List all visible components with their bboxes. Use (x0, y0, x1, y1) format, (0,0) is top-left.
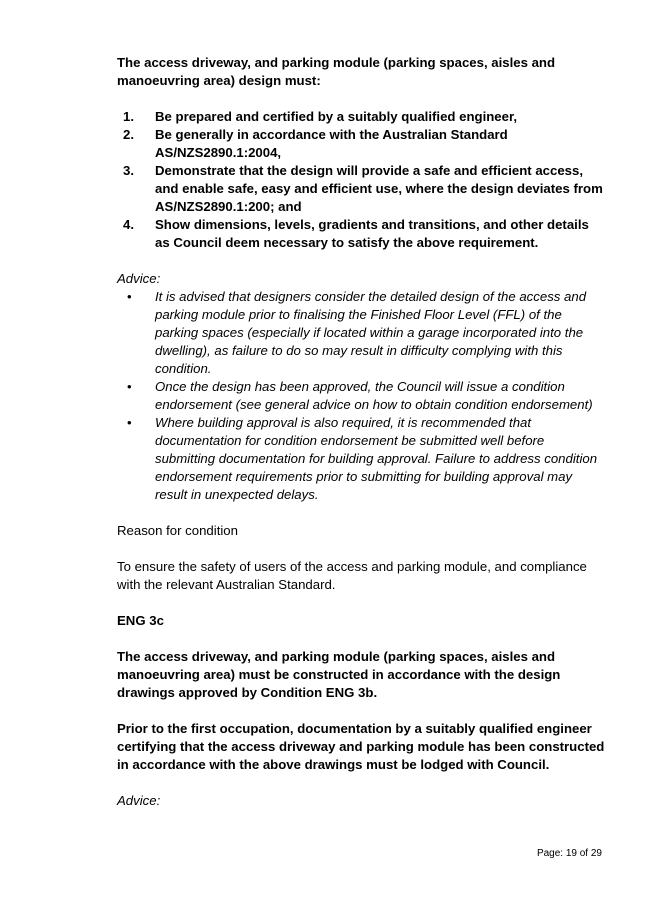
list-number: 1. (123, 109, 134, 124)
reason-text: To ensure the safety of users of the access and parking module, and compliance with the relevant Australian Standard. (117, 559, 587, 592)
advice-text: Once the design has been approved, the Council will issue a condition endorsement (see general advice on how to obtain condition endorsement) (155, 379, 593, 412)
advice-text: Where building approval is also required, it is recommended that documentation for condition endorsement be submitted well before submitting documentation for building approval. Failure to address condition endorsement requirements prior to submitting for building approval may result in unexpected delays. (155, 415, 598, 502)
document-page (117, 54, 607, 810)
reason-heading: Reason for condition (117, 523, 238, 538)
list-item (117, 162, 607, 216)
list-item (117, 378, 607, 414)
list-item (117, 108, 607, 126)
section-heading: ENG 3c (117, 613, 164, 628)
list-text: Demonstrate that the design will provide a safe and efficient access, and enable safe, easy and efficient use, where the design deviates from AS/NZS2890.1:200; and (155, 163, 603, 214)
design-intro: The access driveway, and parking module (parking spaces, aisles and manoeuvring area) design must: (117, 55, 556, 88)
page-number: Page: 19 of 29 (536, 848, 602, 859)
bullet-icon: • (127, 415, 132, 430)
list-text: Show dimensions, levels, gradients and transitions, and other details as Council deem necessary to satisfy the above requirement. (155, 217, 589, 250)
bullet-icon: • (127, 289, 132, 304)
construction-requirement: The access driveway, and parking module (parking spaces, aisles and manoeuvring area) must be constructed in accordance with the design drawings approved by Condition ENG 3b. (117, 649, 561, 700)
certification-requirement: Prior to the first occupation, documentation by a suitably qualified engineer certifying that the access driveway and parking module has been constructed in accordance with the above drawings must be lodged with Council. (117, 721, 605, 772)
advice-label: Advice: (117, 271, 161, 286)
list-item (117, 216, 607, 252)
advice-label-2: Advice: (117, 793, 161, 808)
list-text: Be prepared and certified by a suitably qualified engineer, (155, 109, 518, 124)
list-number: 2. (123, 127, 134, 142)
list-item (117, 414, 607, 504)
list-number: 4. (123, 217, 134, 232)
list-text: Be generally in accordance with the Australian Standard AS/NZS2890.1:2004, (155, 127, 508, 160)
list-item (117, 288, 607, 378)
advice-list (117, 288, 607, 504)
list-item (117, 126, 607, 162)
list-number: 3. (123, 163, 134, 178)
bullet-icon: • (127, 379, 132, 394)
requirements-list (117, 108, 607, 252)
advice-text: It is advised that designers consider the detailed design of the access and parking module prior to finalising the Finished Floor Level (FFL) of the parking spaces (especially if located within a garage incorporated into the dwelling), as failure to do so may result in difficulty complying with this condition. (155, 289, 587, 376)
